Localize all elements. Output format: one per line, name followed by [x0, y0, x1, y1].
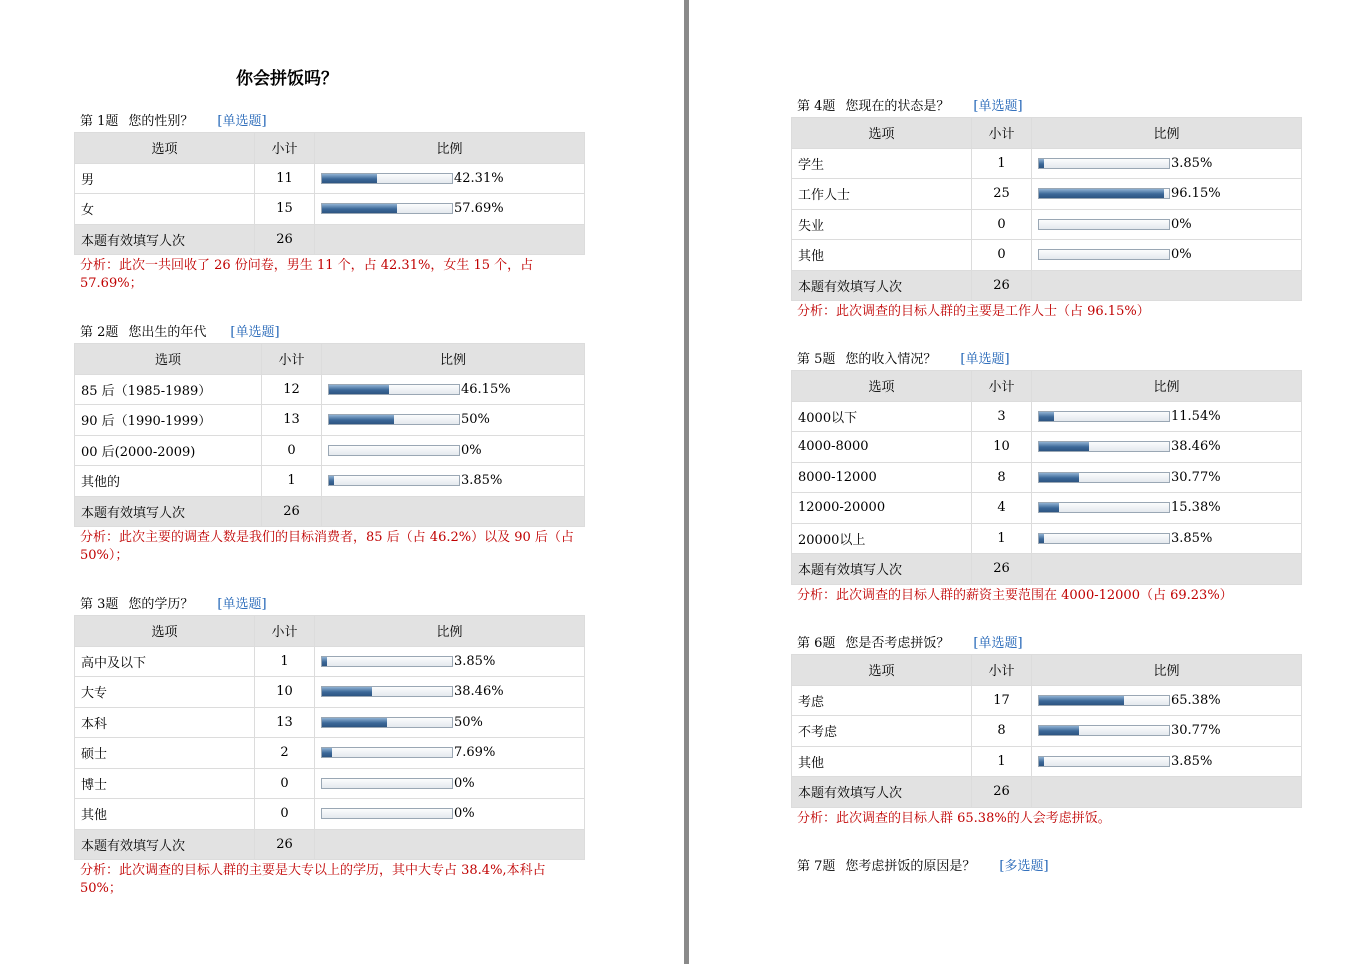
progress-fill [329, 476, 334, 485]
option-count: 15 [255, 194, 315, 225]
option-count: 0 [255, 768, 315, 799]
option-count: 13 [255, 707, 315, 738]
progress-bar [1038, 695, 1170, 706]
option-ratio [1032, 432, 1302, 463]
option-ratio [315, 738, 585, 769]
table-row [75, 374, 585, 405]
table-row [75, 799, 585, 830]
option-count: 1 [972, 746, 1032, 777]
option-ratio [1032, 685, 1302, 716]
ratio-value: 3.85% [454, 653, 496, 669]
progress-bar [321, 778, 453, 789]
option-count: 8 [972, 716, 1032, 747]
question-type-link[interactable]: [单选题] [230, 325, 280, 340]
ratio-value: 38.46% [1171, 439, 1221, 455]
header-option: 选项 [75, 344, 262, 375]
progress-fill [322, 174, 377, 183]
total-count: 26 [255, 829, 315, 860]
option-ratio [1032, 401, 1302, 432]
option-count: 10 [972, 432, 1032, 463]
option-ratio [322, 405, 585, 436]
question-type-link[interactable]: [单选题] [960, 352, 1010, 367]
progress-fill [1039, 696, 1124, 705]
progress-bar [328, 475, 460, 486]
option-label: 90 后（1990-1999） [75, 405, 262, 436]
progress-fill [1039, 442, 1089, 451]
progress-fill [322, 657, 327, 666]
ratio-value: 0% [454, 806, 475, 822]
question-type-link[interactable]: [单选题] [217, 114, 267, 129]
header-ratio: 比例 [315, 616, 585, 647]
ratio-value: 0% [1171, 247, 1192, 263]
total-label: 本题有效填写人次 [75, 224, 255, 255]
result-table [791, 654, 1302, 808]
question-3 [74, 596, 584, 898]
ratio-value: 3.85% [461, 473, 503, 489]
ratio-value: 3.85% [1171, 155, 1213, 171]
table-header-row [75, 616, 585, 647]
table-row [75, 435, 585, 466]
total-row [75, 829, 585, 860]
option-label: 00 后(2000-2009) [75, 435, 262, 466]
question-header [791, 858, 1301, 876]
option-label: 本科 [75, 707, 255, 738]
analysis-text: 分析：此次调查的目标人群的主要是工作人士（占 96.15%） [797, 304, 1150, 319]
question-number: 第 2题 [80, 325, 119, 340]
header-count: 小计 [972, 118, 1032, 149]
option-ratio [1032, 179, 1302, 210]
total-count: 26 [972, 777, 1032, 808]
header-count: 小计 [262, 344, 322, 375]
progress-bar [321, 656, 453, 667]
option-label: 85 后（1985-1989） [75, 374, 262, 405]
option-label: 工作人士 [792, 179, 972, 210]
page-divider [684, 0, 689, 964]
total-row [75, 496, 585, 527]
question-text: 您的学历？ [128, 597, 194, 612]
option-label: 8000-12000 [792, 462, 972, 493]
total-count: 26 [262, 496, 322, 527]
table-row [792, 746, 1302, 777]
table-row [792, 209, 1302, 240]
option-ratio [315, 677, 585, 708]
header-option: 选项 [75, 133, 255, 164]
analysis-text: 分析：此次一共回收了 26 份问卷，男生 11 个，占 42.31%，女生 15 个，占 57.69%； [80, 258, 534, 291]
option-label: 4000-8000 [792, 432, 972, 463]
option-ratio [322, 466, 585, 497]
progress-bar [321, 173, 453, 184]
option-label: 其他 [75, 799, 255, 830]
ratio-value: 11.54% [1171, 408, 1221, 424]
option-ratio [315, 799, 585, 830]
header-ratio: 比例 [1032, 371, 1302, 402]
ratio-value: 46.15% [461, 381, 511, 397]
option-label: 女 [75, 194, 255, 225]
table-row [792, 148, 1302, 179]
ratio-value: 0% [454, 775, 475, 791]
question-2 [74, 324, 584, 565]
option-label: 其他 [792, 240, 972, 271]
result-table [74, 343, 585, 527]
total-row [792, 777, 1302, 808]
header-ratio: 比例 [315, 133, 585, 164]
option-count: 1 [255, 646, 315, 677]
ratio-value: 50% [454, 714, 483, 730]
option-label: 硕士 [75, 738, 255, 769]
ratio-value: 3.85% [1171, 753, 1213, 769]
progress-fill [1039, 757, 1044, 766]
ratio-value: 50% [461, 412, 490, 428]
total-count: 26 [972, 554, 1032, 585]
option-count: 3 [972, 401, 1032, 432]
progress-bar [321, 808, 453, 819]
question-number: 第 4题 [797, 99, 836, 114]
progress-bar [1038, 249, 1170, 260]
progress-bar [1038, 533, 1170, 544]
total-label: 本题有效填写人次 [792, 777, 972, 808]
option-label: 考虑 [792, 685, 972, 716]
option-label: 高中及以下 [75, 646, 255, 677]
question-header [791, 635, 1301, 653]
table-row [792, 685, 1302, 716]
question-number: 第 5题 [797, 352, 836, 367]
option-count: 2 [255, 738, 315, 769]
ratio-value: 30.77% [1171, 469, 1221, 485]
table-row [75, 405, 585, 436]
ratio-value: 38.46% [454, 684, 504, 700]
ratio-value: 15.38% [1171, 500, 1221, 516]
question-6 [791, 635, 1301, 828]
progress-bar [1038, 188, 1170, 199]
option-ratio [1032, 523, 1302, 554]
progress-fill [1039, 159, 1044, 168]
table-row [75, 646, 585, 677]
header-count: 小计 [255, 616, 315, 647]
progress-bar [328, 445, 460, 456]
progress-fill [1039, 726, 1079, 735]
question-number: 第 3题 [80, 597, 119, 612]
ratio-value: 42.31% [454, 170, 504, 186]
analysis-text: 分析：此次主要的调查人数是我们的目标消费者，85 后（占 46.2%）以及 90 后（占 50%）； [80, 530, 574, 563]
progress-fill [322, 748, 332, 757]
question-number: 第 6题 [797, 636, 836, 651]
option-count: 0 [972, 209, 1032, 240]
table-row [75, 677, 585, 708]
table-row [792, 493, 1302, 524]
total-count: 26 [972, 270, 1032, 301]
question-text: 您出生的年代 [128, 325, 207, 340]
header-count: 小计 [255, 133, 315, 164]
result-table [74, 615, 585, 860]
option-ratio [1032, 716, 1302, 747]
option-ratio [315, 163, 585, 194]
option-count: 1 [972, 523, 1032, 554]
progress-fill [1039, 412, 1054, 421]
progress-bar [1038, 411, 1170, 422]
total-blank [1032, 777, 1302, 808]
question-type-link[interactable]: [多选题] [999, 859, 1049, 874]
result-table [791, 117, 1302, 301]
table-row [792, 462, 1302, 493]
option-ratio [1032, 746, 1302, 777]
question-header [74, 324, 584, 342]
option-ratio [322, 435, 585, 466]
option-label: 20000以上 [792, 523, 972, 554]
progress-bar [1038, 219, 1170, 230]
progress-fill [322, 204, 397, 213]
ratio-value: 0% [461, 442, 482, 458]
option-count: 13 [262, 405, 322, 436]
option-count: 10 [255, 677, 315, 708]
ratio-value: 57.69% [454, 201, 504, 217]
ratio-value: 65.38% [1171, 692, 1221, 708]
analysis-text: 分析：此次调查的目标人群 65.38%的人会考虑拼饭。 [797, 810, 1111, 826]
result-table [791, 370, 1302, 585]
header-option: 选项 [792, 655, 972, 686]
table-header-row [792, 118, 1302, 149]
option-count: 4 [972, 493, 1032, 524]
option-ratio [315, 707, 585, 738]
table-row [792, 401, 1302, 432]
question-7 [791, 858, 1301, 876]
total-label: 本题有效填写人次 [75, 829, 255, 860]
ratio-value: 96.15% [1171, 186, 1221, 202]
progress-fill [1039, 503, 1059, 512]
question-type-link[interactable]: [单选题] [973, 636, 1023, 651]
table-header-row [792, 371, 1302, 402]
total-blank [1032, 270, 1302, 301]
option-label: 大专 [75, 677, 255, 708]
progress-fill [322, 687, 372, 696]
option-count: 25 [972, 179, 1032, 210]
option-label: 4000以下 [792, 401, 972, 432]
question-4 [791, 98, 1301, 321]
option-ratio [315, 194, 585, 225]
total-label: 本题有效填写人次 [75, 496, 262, 527]
option-label: 博士 [75, 768, 255, 799]
question-text: 您现在的状态是？ [845, 99, 950, 114]
header-count: 小计 [972, 371, 1032, 402]
option-count: 0 [972, 240, 1032, 271]
question-text: 您考虑拼饭的原因是？ [845, 859, 976, 874]
total-blank [315, 829, 585, 860]
question-header [791, 351, 1301, 369]
total-blank [315, 224, 585, 255]
progress-bar [328, 384, 460, 395]
option-ratio [1032, 209, 1302, 240]
question-text: 您的收入情况？ [845, 352, 937, 367]
progress-bar [321, 686, 453, 697]
option-label: 失业 [792, 209, 972, 240]
option-label: 学生 [792, 148, 972, 179]
progress-bar [1038, 441, 1170, 452]
table-row [75, 466, 585, 497]
header-ratio: 比例 [1032, 118, 1302, 149]
question-header [74, 113, 584, 131]
table-row [792, 523, 1302, 554]
option-ratio [322, 374, 585, 405]
total-count: 26 [255, 224, 315, 255]
analysis-text: 分析：此次调查的目标人群的主要是大专以上的学历，其中大专占 38.4%,本科占 50%； [80, 863, 546, 896]
header-ratio: 比例 [1032, 655, 1302, 686]
total-row [792, 554, 1302, 585]
ratio-value: 3.85% [1171, 530, 1213, 546]
ratio-value: 0% [1171, 216, 1192, 232]
header-option: 选项 [792, 118, 972, 149]
option-label: 不考虑 [792, 716, 972, 747]
question-number: 第 7题 [797, 859, 836, 874]
option-count: 0 [262, 435, 322, 466]
question-1 [74, 113, 584, 293]
progress-fill [1039, 189, 1164, 198]
header-option: 选项 [792, 371, 972, 402]
header-ratio: 比例 [322, 344, 585, 375]
table-row [75, 194, 585, 225]
option-label: 12000-20000 [792, 493, 972, 524]
analysis-text: 分析：此次调查的目标人群的薪资主要范围在 4000-12000（占 69.23%） [797, 587, 1233, 603]
option-ratio [315, 646, 585, 677]
header-option: 选项 [75, 616, 255, 647]
table-row [75, 163, 585, 194]
progress-bar [321, 717, 453, 728]
question-type-link[interactable]: [单选题] [973, 99, 1023, 114]
question-header [791, 98, 1301, 116]
question-text: 您是否考虑拼饭？ [845, 636, 950, 651]
option-ratio [1032, 148, 1302, 179]
total-label: 本题有效填写人次 [792, 270, 972, 301]
option-label: 其他 [792, 746, 972, 777]
progress-bar [1038, 725, 1170, 736]
table-row [792, 432, 1302, 463]
total-blank [322, 496, 585, 527]
progress-fill [1039, 473, 1079, 482]
progress-fill [322, 718, 387, 727]
question-header [74, 596, 584, 614]
ratio-value: 7.69% [454, 745, 496, 761]
option-label: 男 [75, 163, 255, 194]
option-count: 8 [972, 462, 1032, 493]
option-count: 0 [255, 799, 315, 830]
table-row [792, 179, 1302, 210]
page-title: 你会拼饭吗？ [236, 69, 338, 89]
progress-bar [321, 203, 453, 214]
table-header-row [792, 655, 1302, 686]
progress-bar [1038, 472, 1170, 483]
table-row [75, 707, 585, 738]
total-label: 本题有效填写人次 [792, 554, 972, 585]
option-count: 17 [972, 685, 1032, 716]
option-count: 1 [972, 148, 1032, 179]
progress-fill [1039, 534, 1044, 543]
progress-bar [321, 747, 453, 758]
option-ratio [1032, 240, 1302, 271]
progress-fill [329, 385, 389, 394]
question-type-link[interactable]: [单选题] [217, 597, 267, 612]
ratio-value: 30.77% [1171, 723, 1221, 739]
table-row [75, 768, 585, 799]
total-row [75, 224, 585, 255]
table-row [75, 738, 585, 769]
progress-bar [1038, 502, 1170, 513]
question-text: 您的性别？ [128, 114, 194, 129]
option-count: 12 [262, 374, 322, 405]
option-ratio [1032, 462, 1302, 493]
table-row [792, 240, 1302, 271]
progress-bar [1038, 756, 1170, 767]
option-count: 11 [255, 163, 315, 194]
progress-fill [329, 415, 394, 424]
progress-bar [328, 414, 460, 425]
option-ratio [1032, 493, 1302, 524]
question-5 [791, 351, 1301, 605]
question-number: 第 1题 [80, 114, 119, 129]
option-ratio [315, 768, 585, 799]
total-blank [1032, 554, 1302, 585]
table-header-row [75, 344, 585, 375]
table-row [792, 716, 1302, 747]
header-count: 小计 [972, 655, 1032, 686]
option-count: 1 [262, 466, 322, 497]
total-row [792, 270, 1302, 301]
table-header-row [75, 133, 585, 164]
progress-bar [1038, 158, 1170, 169]
result-table [74, 132, 585, 255]
option-label: 其他的 [75, 466, 262, 497]
